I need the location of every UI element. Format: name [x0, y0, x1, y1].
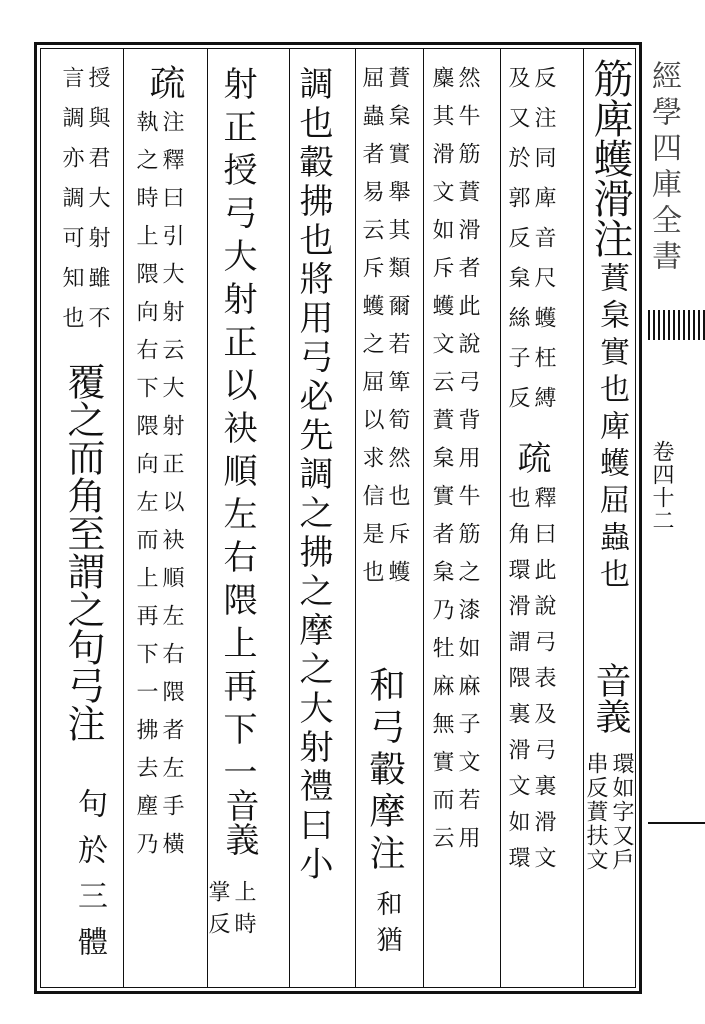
fold-line	[648, 822, 705, 824]
commentary-line: 注釋曰引大射云大射正以袂順左右隈者左手橫	[159, 110, 184, 870]
commentary-pair	[206, 880, 254, 944]
commentary-line: 然牛筋蕡滑者此說弓背用牛筋之漆如麻子文若用	[455, 66, 480, 864]
commentary-line: 句於三體	[72, 788, 107, 972]
commentary-line: 蕡枲實舉其類爾若箄筍然也斥蠖	[385, 66, 410, 598]
column-rule	[207, 48, 208, 988]
commentary-pair	[430, 66, 478, 864]
commentary-line: 射正授弓大射正以袂順左右隈上再下一	[217, 66, 257, 797]
commentary-line: 環如字又戶	[609, 752, 634, 872]
column-rule	[423, 48, 424, 988]
commentary-line: 言調亦調可知也	[59, 66, 84, 346]
commentary-line: 調也轂拂也將用弓必先調之拂之摩之大射禮曰小	[293, 66, 333, 885]
volume-label: 卷四十二	[649, 440, 674, 532]
column-rule	[355, 48, 356, 988]
commentary-pair	[134, 110, 182, 870]
commentary-line: 授與君大射雖不	[85, 66, 110, 346]
column-rule	[500, 48, 501, 988]
shu-marker: 疏	[511, 440, 551, 474]
commentary-pair	[506, 486, 554, 882]
commentary-line: 釋曰此說弓表及弓裏滑文	[531, 486, 556, 882]
commentary-line: 上時	[231, 880, 256, 944]
commentary-line: 串反蕡扶文	[583, 752, 608, 872]
main-text: 筋庳蠖滑注	[587, 58, 633, 258]
commentary-line: 執之時上隈向右下隈向左而上再下一拂去塵乃	[133, 110, 158, 870]
main-text: 和弓轂摩注	[364, 666, 405, 876]
main-text: 覆之而角至謂之句弓注	[61, 362, 105, 742]
commentary-line: 麋其滑文如斥蠖文云蕡枲實者枲乃牡麻無實而云	[429, 66, 454, 864]
yinyi-marker: 音義	[219, 788, 259, 856]
commentary-line: 反注同庳音尺蠖枉縛	[531, 66, 556, 426]
commentary-pair	[60, 66, 108, 346]
commentary-line: 和猶	[372, 890, 402, 962]
commentary-line: 也角環滑謂隈裏滑文如環	[505, 486, 530, 882]
commentary-line: 掌反	[205, 880, 230, 944]
shu-marker: 疏	[144, 64, 185, 100]
commentary-line: 及又於郭反枲絲子反	[505, 66, 530, 426]
yinyi-marker: 音義	[590, 662, 631, 734]
fold-mark	[648, 310, 705, 340]
commentary-pair	[506, 66, 554, 426]
commentary-line: 屈蟲者易云斥蠖之屈以求信是也	[359, 66, 384, 598]
column-rule	[289, 48, 290, 988]
commentary-pair	[584, 752, 632, 872]
commentary-pair	[360, 66, 408, 598]
column-rule	[123, 48, 124, 988]
main-text: 蕡枲實也庳蠖屈蟲也	[594, 262, 629, 595]
header-fragment: 經學四庫全書	[646, 60, 681, 276]
